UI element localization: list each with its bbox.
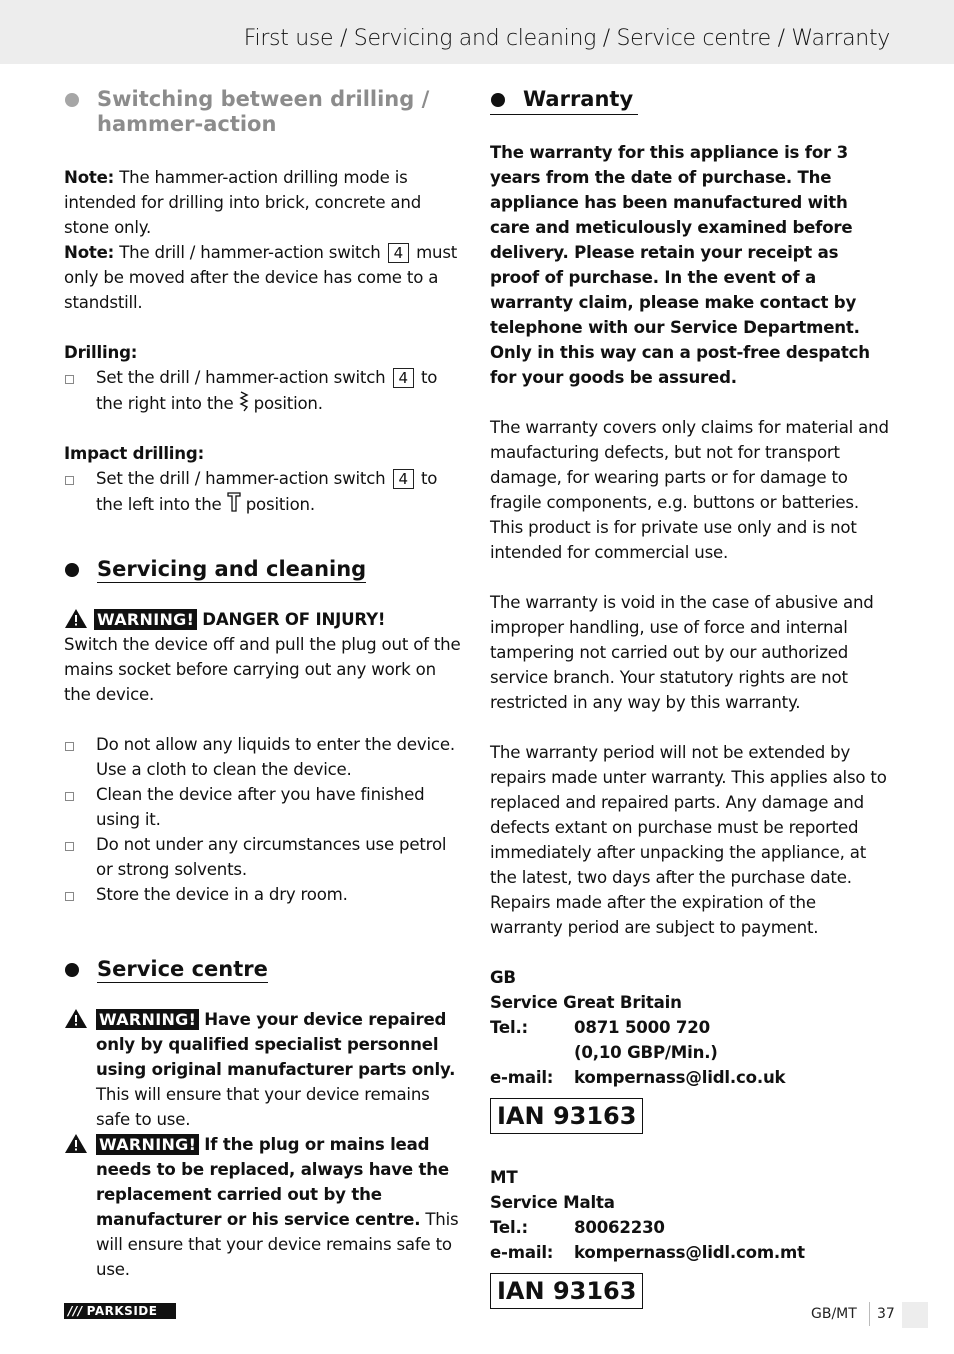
note-switch-standstill: Note: The drill / hammer-action switch 4 must only be moved after the device has come to a standstill. (64, 243, 458, 312)
service-warning-repair: WARNING! Have your device repaired only by qualified specialist personnel using original manufacturer parts only. This will ensure that your device remains safe to use. (64, 1007, 464, 1132)
impact-drilling-label: Impact drilling: (64, 444, 205, 463)
warranty-coverage: The warranty covers only claims for material and maufacturing defects, but not for transport damage, for wearing parts or for damage to fragile components, e.g. buttons or batteries. This product is for private use only and is not intended for commercial use. (490, 418, 889, 562)
phone-number: 0871 5000 720 (574, 1018, 710, 1037)
call-rate: (0,10 GBP/Min.) (574, 1043, 718, 1062)
note-hammer-mode: Note: The hammer-action drilling mode is intended for drilling into brick, concrete and stone only. (64, 168, 422, 237)
country-code: MT (490, 1168, 518, 1187)
gb-contact: GB Service Great Britain Tel.: 0871 5000 720 (0,10 GBP/Min.) e-mail: kompernass@lidl.co.uk (490, 965, 890, 1090)
servicing-heading: Servicing and cleaning (64, 557, 464, 582)
drill-bit-icon (239, 390, 249, 412)
drilling-instruction: Set the drill / hammer-action switch 4 to the right into the position. (64, 365, 464, 416)
warning-triangle-icon (64, 608, 88, 629)
warning-triangle-icon (64, 1133, 88, 1154)
list-item: Clean the device after you have finished using it. (64, 782, 464, 832)
warning-label: WARNING! (96, 1009, 199, 1030)
email-address: kompernass@lidl.com.mt (574, 1243, 805, 1262)
list-item: Do not allow any liquids to enter the device. Use a cloth to clean the device. (64, 732, 464, 782)
warning-label: WARNING! (96, 1134, 199, 1155)
switch-number-box: 4 (393, 469, 414, 489)
list-item: Do not under any circumstances use petrol or strong solvents. (64, 832, 464, 882)
warning-triangle-icon (64, 1008, 88, 1029)
right-column (490, 82, 890, 1309)
servicing-warning: WARNING! DANGER OF INJURY! (64, 607, 464, 632)
service-centre-heading: Service centre (64, 957, 464, 982)
parkside-logo: /// PARKSIDE (64, 1303, 176, 1319)
email-address: kompernass@lidl.co.uk (574, 1068, 786, 1087)
heading-bullet-icon (65, 963, 79, 977)
country-code: GB (490, 968, 516, 987)
switching-heading: Switching between drilling / hammer-action (64, 87, 464, 137)
switch-number-box: 4 (388, 243, 409, 263)
drilling-label: Drilling: (64, 343, 138, 362)
mt-contact: MT Service Malta Tel.: 80062230 e-mail: kompernass@lidl.com.mt (490, 1165, 890, 1265)
phone-number: 80062230 (574, 1218, 665, 1237)
page-header (0, 0, 954, 64)
servicing-warning-text: Switch the device off and pull the plug out of the mains socket before carrying out any work on the device. (64, 635, 461, 704)
page-number: 37 (877, 1306, 895, 1322)
warranty-period: The warranty period will not be extended by repairs made unter warranty. This applies also to replaced and repaired parts. Any damage and defects extant on purchase must be reported immediately after unpacking the appliance, at the latest, two days after the purchase date. Repairs made after the expiration of the warranty period are subject to payment. (490, 743, 887, 937)
list-item: Store the device in a dry room. (64, 882, 464, 907)
ian-box: IAN 93163 (490, 1098, 643, 1134)
page-tab-marker (902, 1302, 928, 1328)
warning-label: WARNING! (94, 609, 197, 630)
service-name: Service Great Britain (490, 993, 682, 1012)
heading-bullet-icon (491, 93, 505, 107)
warranty-void: The warranty is void in the case of abusive and improper handling, use of force and internal tampering not carried out by our authorized service branch. Your statutory rights are not restricted in any way by this warranty. (490, 593, 874, 712)
left-column (64, 82, 464, 1282)
ian-box: IAN 93163 (490, 1273, 643, 1309)
service-warning-plug: WARNING! If the plug or mains lead needs to be replaced, always have the replacement carried out by the manufacturer or his service centre. This will ensure that your device remains safe to use. (64, 1132, 464, 1282)
footer-divider (869, 1302, 870, 1326)
footer-language: GB/MT (811, 1306, 857, 1322)
switch-number-box: 4 (393, 368, 414, 388)
impact-drilling-instruction: Set the drill / hammer-action switch 4 to the left into the position. (64, 466, 464, 517)
page-title: First use / Servicing and cleaning / Service centre / Warranty (243, 26, 890, 51)
logo-stripes-icon: /// (68, 1304, 83, 1318)
hammer-icon (227, 491, 241, 513)
warranty-heading: Warranty (490, 87, 890, 112)
heading-bullet-icon (65, 93, 79, 107)
heading-bullet-icon (65, 563, 79, 577)
warranty-intro: The warranty for this appliance is for 3 years from the date of purchase. The appliance has been manufactured with care and meticulously examined before delivery. Please retain your receipt as proof of purchase. In the event of a warranty claim, please make contact by telephone with our Service Department. Only in this way can a post-free despatch for your goods be assured. (490, 143, 870, 387)
service-name: Service Malta (490, 1193, 615, 1212)
